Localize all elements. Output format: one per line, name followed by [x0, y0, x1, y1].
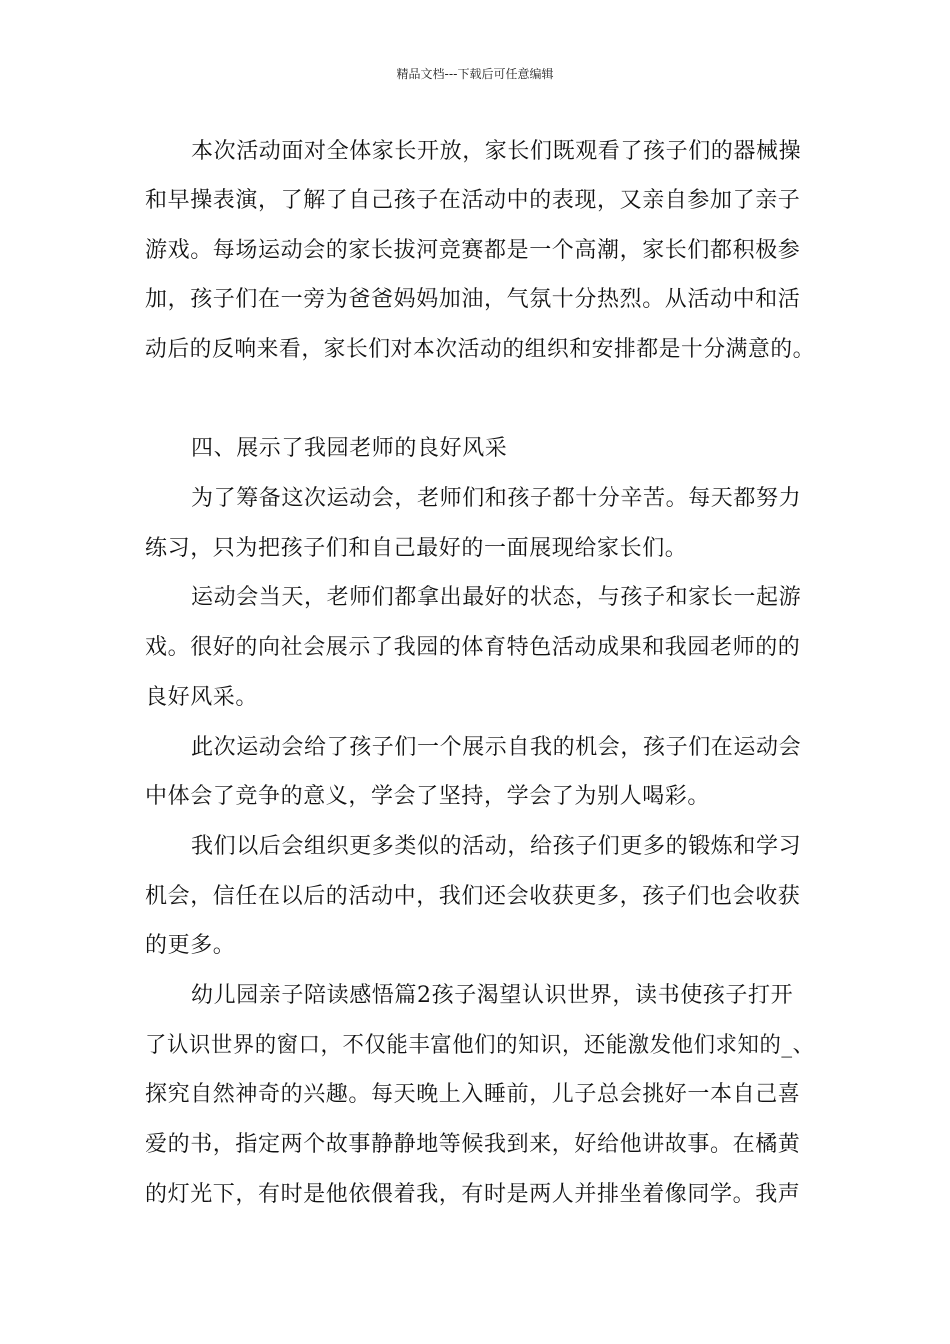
paragraph-line: 的更多。: [145, 933, 236, 958]
paragraph-line: 机会，信任在以后的活动中，我们还会收获更多，孩子们也会收获: [145, 884, 801, 909]
paragraph-line: 探究自然神奇的兴趣。每天晚上入睡前，儿子总会挑好一本自己喜: [145, 1082, 801, 1107]
paragraph-line: 动后的反响来看，家长们对本次活动的组织和安排都是十分满意的。: [145, 337, 816, 362]
paragraph-line: 为了筹备这次运动会，老师们和孩子都十分辛苦。每天都努力: [191, 486, 802, 511]
page-header: 精品文档---下载后可任意编辑: [396, 67, 554, 81]
paragraph-line: 戏。很好的向社会展示了我园的体育特色活动成果和我园老师的的: [145, 635, 801, 660]
paragraph-line: 幼儿园亲子陪读感悟篇2孩子渴望认识世界，读书使孩子打开: [191, 983, 794, 1008]
paragraph-line: 此次运动会给了孩子们一个展示自我的机会，孩子们在运动会: [191, 735, 802, 760]
section-heading: 四、展示了我园老师的良好风采: [191, 436, 508, 461]
paragraph-line: 加，孩子们在一旁为爸爸妈妈加油，气氛十分热烈。从活动中和活: [145, 287, 801, 312]
paragraph-line: 我们以后会组织更多类似的活动，给孩子们更多的锻炼和学习: [191, 834, 802, 859]
paragraph-line: 了认识世界的窗口，不仅能丰富他们的知识，还能激发他们求知的_、: [145, 1033, 815, 1058]
paragraph-line: 的灯光下，有时是他依偎着我，有时是两人并排坐着像同学。我声: [145, 1182, 801, 1207]
paragraph-line: 和早操表演，了解了自己孩子在活动中的表现，又亲自参加了亲子: [145, 188, 801, 213]
paragraph-line: 练习，只为把孩子们和自己最好的一面展现给家长们。: [145, 536, 688, 561]
paragraph-line: 运动会当天，老师们都拿出最好的状态，与孩子和家长一起游: [191, 585, 802, 610]
paragraph-line: 良好风采。: [145, 685, 259, 710]
paragraph-line: 游戏。每场运动会的家长拔河竞赛都是一个高潮，家长们都积极参: [145, 238, 801, 263]
paragraph-line: 爱的书，指定两个故事静静地等候我到来，好给他讲故事。在橘黄: [145, 1132, 801, 1157]
paragraph-line: 中体会了竞争的意义，学会了坚持，学会了为别人喝彩。: [145, 784, 711, 809]
paragraph-line: 本次活动面对全体家长开放，家长们既观看了孩子们的器械操: [191, 139, 802, 164]
